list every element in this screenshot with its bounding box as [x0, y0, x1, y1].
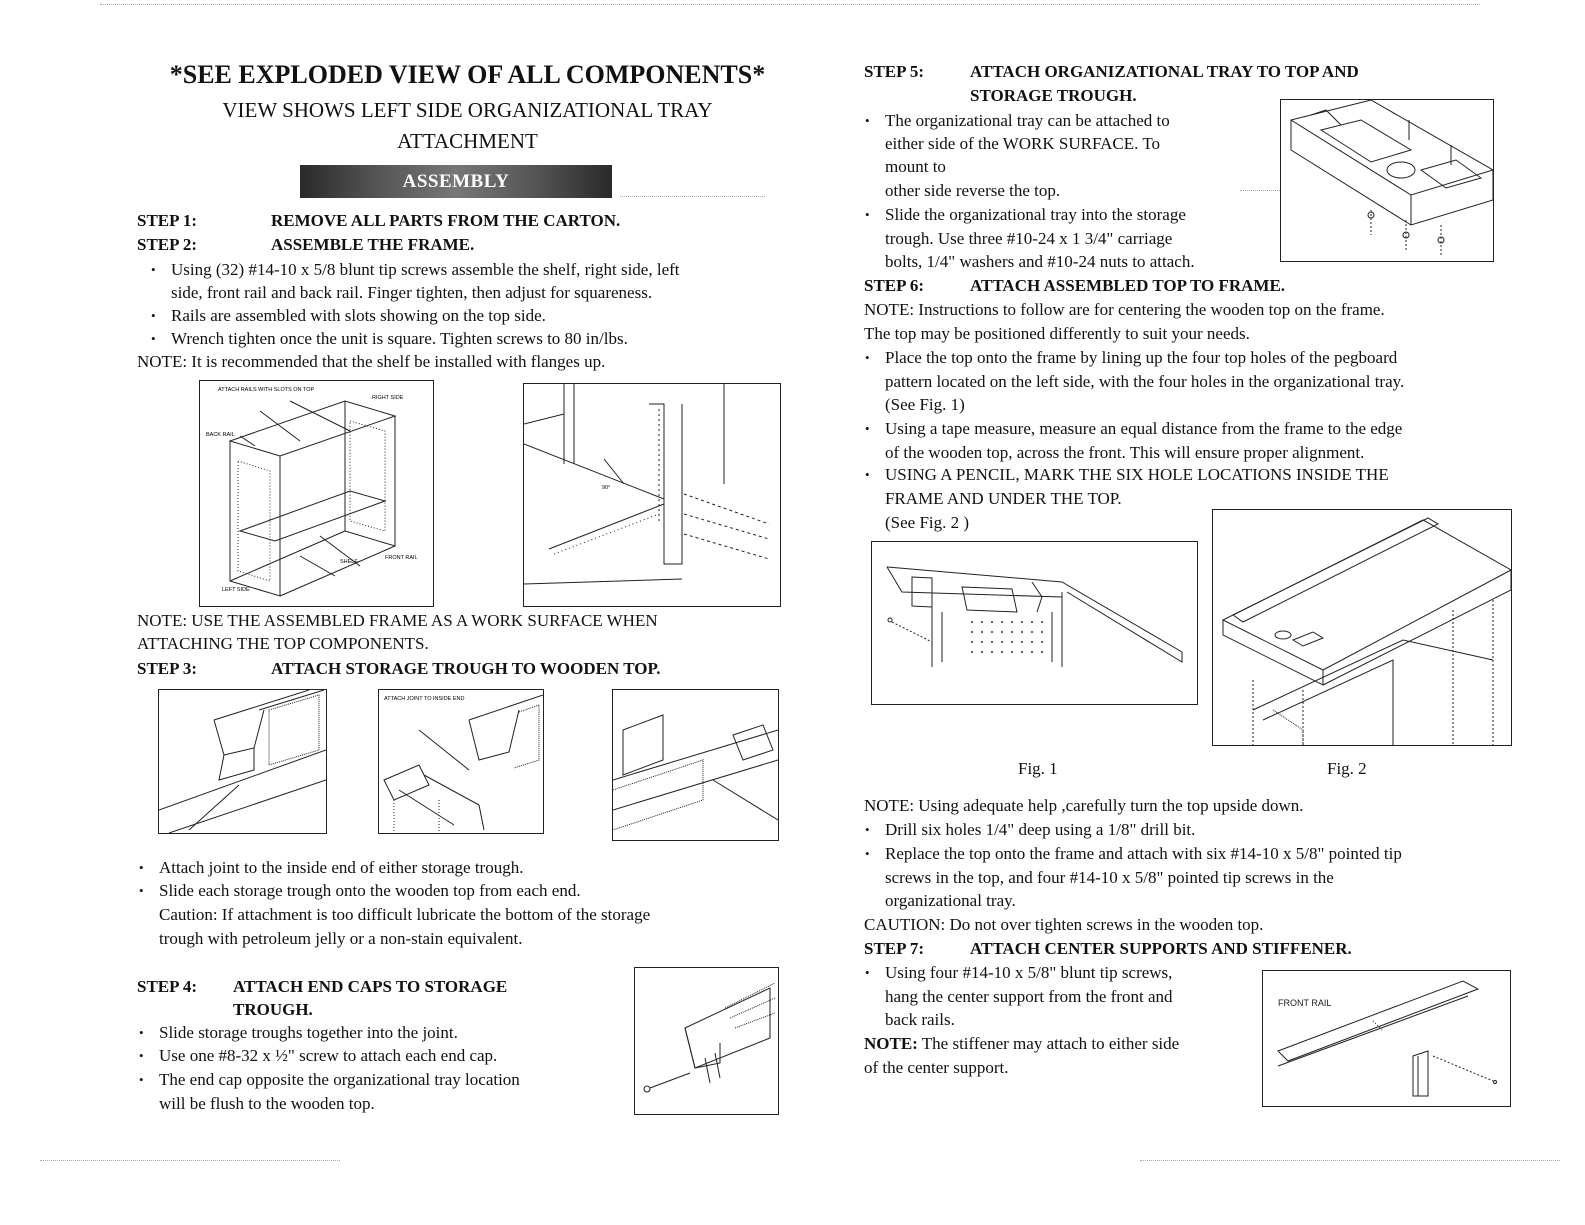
- step7-note-text: The stiffener may attach to either side: [917, 1034, 1180, 1053]
- step5-text: ATTACH ORGANIZATIONAL TRAY TO TOP AND: [970, 62, 1359, 81]
- step4-label: STEP 4:: [137, 977, 197, 996]
- fig2-drawing: [1213, 510, 1511, 745]
- step5-text-cont: STORAGE TROUGH.: [970, 86, 1137, 105]
- step6-note: NOTE: Instructions to follow are for centering the wooden top on the frame.: [864, 300, 1385, 319]
- center-support-drawing: [1263, 971, 1510, 1106]
- step7-bullet-1-l2: hang the center support from the front and: [885, 987, 1173, 1006]
- frame-detail-figure: [523, 383, 781, 607]
- trough-drawing-2: [379, 690, 543, 833]
- end-cap-drawing: [635, 968, 778, 1114]
- step6-text: ATTACH ASSEMBLED TOP TO FRAME.: [970, 276, 1286, 295]
- step3-bullet-2: • Slide each storage trough onto the wooden top from each end.: [159, 879, 581, 902]
- step4-bullet-3: • The end cap opposite the organizational tray location: [159, 1068, 520, 1091]
- fig1-figure: [871, 541, 1198, 705]
- page-subtitle-2: ATTACHMENT: [397, 129, 538, 153]
- step5-bullet-2: • Slide the organizational tray into the storage: [885, 203, 1186, 226]
- label-angle: 90°: [602, 485, 611, 491]
- step3-caution-cont: trough with petroleum jelly or a non-stain equivalent.: [159, 929, 523, 948]
- step4-bullet-2: • Use one #8-32 x ½" screw to attach each end cap.: [159, 1044, 497, 1067]
- scan-line-bottom-left: [40, 1160, 340, 1161]
- assembly-banner: ASSEMBLY: [300, 165, 612, 198]
- page-title: *SEE EXPLODED VIEW OF ALL COMPONENTS*: [169, 60, 766, 89]
- note-bullet-2-l3: organizational tray.: [885, 891, 1016, 910]
- step5-bullet-1-l2: either side of the WORK SURFACE. To: [885, 134, 1161, 153]
- step6-bullet-3: • USING A PENCIL, MARK THE SIX HOLE LOCATIONS INSIDE THE: [885, 463, 1389, 486]
- label-front-rail: FRONT RAIL: [385, 555, 418, 561]
- label-shelf: SHELF: [340, 559, 358, 565]
- step7-note-label: NOTE:: [864, 1034, 918, 1053]
- label-right-side: RIGHT SIDE: [372, 395, 404, 401]
- step2-bullet-1-cont: side, front rail and back rail. Finger tighten, then adjust for squareness.: [171, 283, 653, 302]
- label-left-side: LEFT SIDE: [222, 587, 250, 593]
- step6-note-cont: The top may be positioned differently to suit your needs.: [864, 324, 1250, 343]
- note-bullet-1: • Drill six holes 1/4" deep using a 1/8" drill bit.: [885, 818, 1195, 841]
- step2-bullet-2: • Rails are assembled with slots showing on the top side.: [171, 304, 546, 327]
- step6-bullet-1-l3: (See Fig. 1): [885, 395, 965, 414]
- step3-label: STEP 3:: [137, 659, 197, 678]
- caution-text: CAUTION: Do not over tighten screws in the wooden top.: [864, 915, 1264, 934]
- step2-label: STEP 2:: [137, 235, 197, 254]
- step1-text: REMOVE ALL PARTS FROM THE CARTON.: [271, 211, 621, 230]
- banner-rule: [620, 196, 765, 197]
- step2-text: ASSEMBLE THE FRAME.: [271, 235, 475, 254]
- note-turn-top: NOTE: Using adequate help ,carefully turn the top upside down.: [864, 796, 1304, 815]
- step5-bullet-2-l3: bolts, 1/4" washers and #10-24 nuts to attach.: [885, 252, 1195, 271]
- step6-bullet-2: • Using a tape measure, measure an equal distance from the frame to the edge: [885, 417, 1402, 440]
- step7-bullet-1: • Using four #14-10 x 5/8" blunt tip screws,: [885, 961, 1172, 984]
- step6-bullet-1: • Place the top onto the frame by lining up the four top holes of the pegboard: [885, 346, 1397, 369]
- fig1-caption: Fig. 1: [1018, 759, 1058, 778]
- end-cap-figure: [634, 967, 779, 1115]
- step4-text-cont: TROUGH.: [233, 1000, 313, 1019]
- step6-bullet-3-l2: FRAME AND UNDER THE TOP.: [885, 489, 1122, 508]
- fig1-drawing: [872, 542, 1197, 704]
- step7-note: [864, 1032, 1179, 1055]
- note-work-surface-cont: ATTACHING THE TOP COMPONENTS.: [137, 634, 429, 653]
- scan-line-bottom-right: [1140, 1160, 1560, 1161]
- label-attach-rails: ATTACH RAILS WITH SLOTS ON TOP: [218, 387, 315, 393]
- step4-text: ATTACH END CAPS TO STORAGE: [233, 977, 508, 996]
- step3-bullet-1: • Attach joint to the inside end of either storage trough.: [159, 856, 523, 879]
- scan-line-top: [100, 4, 1480, 5]
- step6-bullet-3-l3: (See Fig. 2 ): [885, 513, 970, 532]
- step5-bullet-2-l2: trough. Use three #10-24 x 1 3/4" carriage: [885, 229, 1173, 248]
- trough-drawing-3: [613, 690, 778, 840]
- tray-rule: [1240, 190, 1280, 191]
- note-work-surface: NOTE: USE THE ASSEMBLED FRAME AS A WORK SURFACE WHEN: [137, 611, 658, 630]
- step1-label: STEP 1:: [137, 211, 197, 230]
- step2-bullet-1: • Using (32) #14-10 x 5/8 blunt tip screws assemble the shelf, right side, left: [171, 258, 680, 281]
- fig2-caption: Fig. 2: [1327, 759, 1367, 778]
- step7-bullet-1-l3: back rails.: [885, 1010, 955, 1029]
- trough-figure-2: [378, 689, 544, 834]
- step5-bullet-1-l4: other side reverse the top.: [885, 181, 1061, 200]
- label-front-rail-support: FRONT RAIL: [1278, 998, 1332, 1008]
- step7-note-cont: of the center support.: [864, 1058, 1009, 1077]
- step7-label: STEP 7:: [864, 939, 924, 958]
- fig2-figure: [1212, 509, 1512, 746]
- page-subtitle: VIEW SHOWS LEFT SIDE ORGANIZATIONAL TRAY: [222, 98, 713, 122]
- step2-note: NOTE: It is recommended that the shelf be installed with flanges up.: [137, 352, 606, 371]
- organizational-tray-figure: [1280, 99, 1494, 262]
- step4-bullet-3-cont: will be flush to the wooden top.: [159, 1094, 375, 1113]
- step6-bullet-1-l2: pattern located on the left side, with the four holes in the organizational tray.: [885, 372, 1405, 391]
- step3-caution: Caution: If attachment is too difficult lubricate the bottom of the storage: [159, 905, 651, 924]
- step4-bullet-1: • Slide storage troughs together into the joint.: [159, 1021, 458, 1044]
- frame-assembly-drawing: [200, 381, 433, 606]
- note-bullet-2-l2: screws in the top, and four #14-10 x 5/8" pointed tip screws in the: [885, 868, 1334, 887]
- label-attach-joint: ATTACH JOINT TO INSIDE END: [384, 696, 465, 702]
- step5-label: STEP 5:: [864, 62, 924, 81]
- label-back-rail: BACK RAIL: [206, 432, 235, 438]
- note-bullet-2: • Replace the top onto the frame and attach with six #14-10 x 5/8" pointed tip: [885, 842, 1402, 865]
- step5-bullet-1-l3: mount to: [885, 157, 946, 176]
- step3-text: ATTACH STORAGE TROUGH TO WOODEN TOP.: [271, 659, 661, 678]
- trough-figure-1: [158, 689, 327, 834]
- trough-drawing-1: [159, 690, 326, 833]
- step6-bullet-2-l2: of the wooden top, across the front. This will ensure proper alignment.: [885, 443, 1365, 462]
- step7-text: ATTACH CENTER SUPPORTS AND STIFFENER.: [970, 939, 1352, 958]
- organizational-tray-drawing: [1281, 100, 1493, 261]
- center-support-figure: [1262, 970, 1511, 1107]
- step2-bullet-3: • Wrench tighten once the unit is square. Tighten screws to 80 in/lbs.: [171, 327, 628, 350]
- frame-detail-drawing: [524, 384, 780, 606]
- step5-bullet-1: • The organizational tray can be attached to: [885, 109, 1170, 132]
- trough-figure-3: [612, 689, 779, 841]
- step6-label: STEP 6:: [864, 276, 924, 295]
- frame-assembly-figure: [199, 380, 434, 607]
